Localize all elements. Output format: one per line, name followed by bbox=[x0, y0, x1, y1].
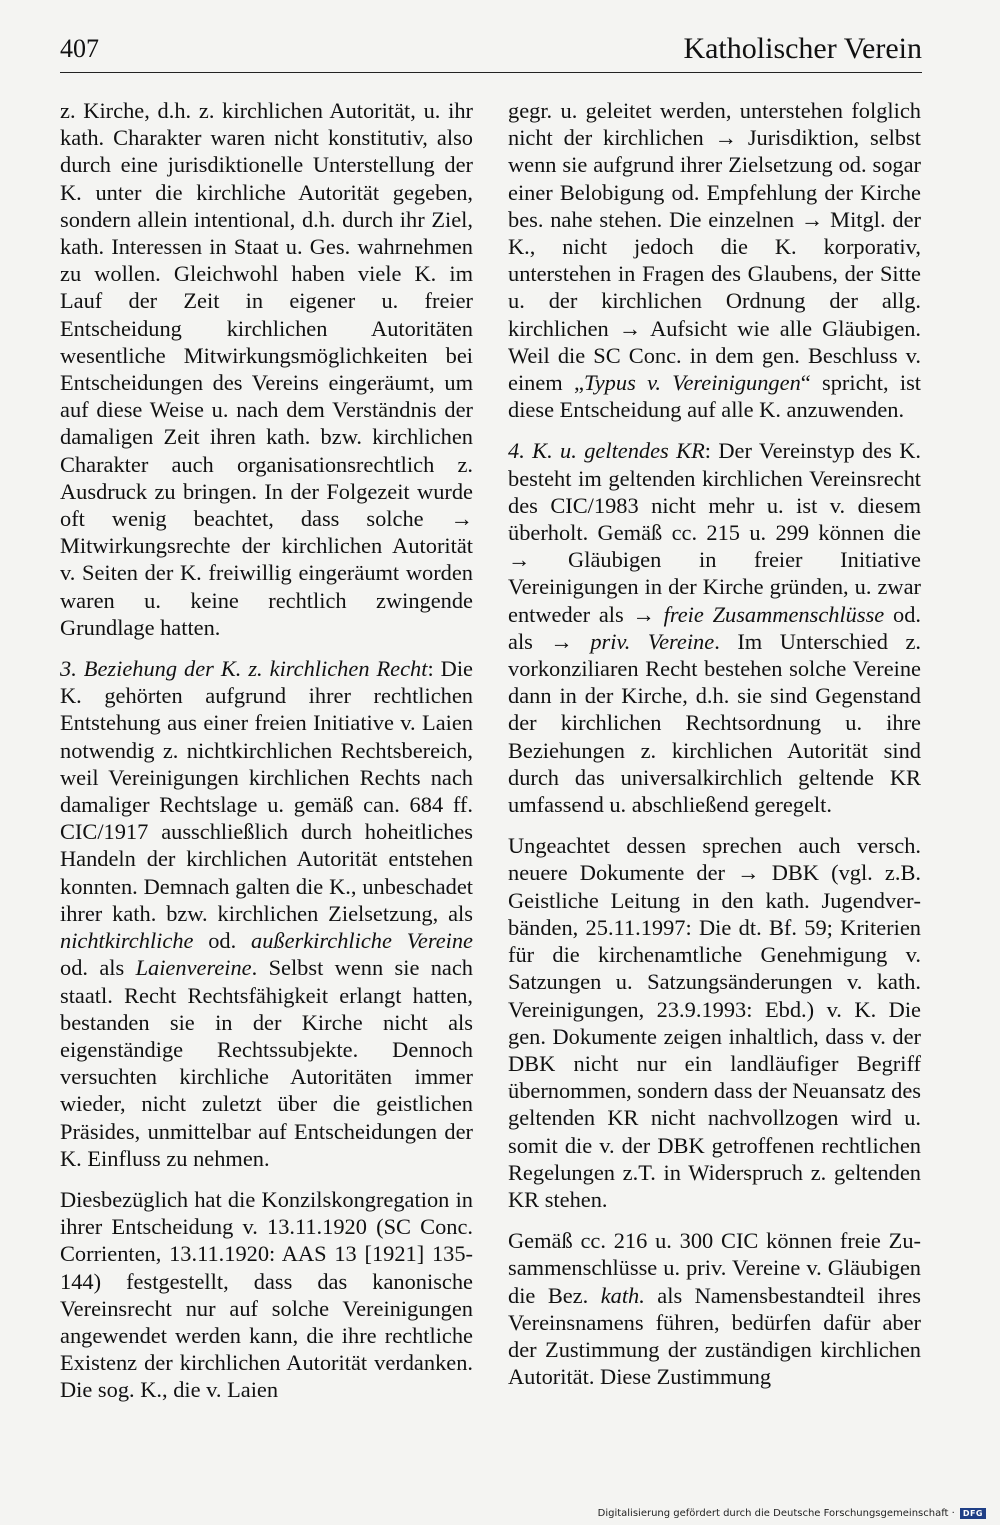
paragraph bbox=[508, 1227, 921, 1390]
paragraph-text: gegr. u. geleitet werden, unterstehen folglich nicht der kirchlichen → Jurisdiktion, selbst wenn sie aufgrund ihrer Zielsetzung od. sogar einer Belobigung od. Empfehlung der Kirche bes. nahe stehen. Die einzelnen → Mitgl. der K., nicht jedoch die K. korporativ, unterstehen in Fragen des Glaubens, der Sitte u. der kirchlichen Ordnung der allg. kirchlichen → Aufsicht wie alle Gläubigen. Weil die SC Conc. in dem gen. Beschluss v. einem „ bbox=[508, 98, 921, 396]
paragraph-text: Gemäß cc. 216 u. 300 CIC können freie Zusammenschlüsse u. priv. Vereine v. Gläubigen die Bez. bbox=[508, 1228, 921, 1308]
paragraph-text: als Namensbestandteil ihres Vereinsnamens führen, bedürfen dafür aber der Zustimmung der zuständigen kirchlichen Autorität. Diese Zustimmung bbox=[508, 1282, 921, 1390]
emphasis-text: Laienvereine bbox=[135, 955, 252, 981]
paragraph-text: “ spricht, ist diese Entscheidung auf alle K. anzuwenden. bbox=[508, 370, 921, 423]
emphasis-text: Typus v. Vereinigungen bbox=[583, 370, 801, 396]
emphasis-text: außerkirchliche Vereine bbox=[251, 928, 473, 954]
emphasis-text: freie Zusammenschlüsse bbox=[663, 601, 885, 627]
footer-text: Digitalisierung gefördert durch die Deutsche Forschungsgemeinschaft · bbox=[597, 1508, 955, 1519]
paragraph-text: z. Kirche, d.h. z. kirchlichen Autorität, u. ihr kath. Charakter waren nicht konstitutiv, also durch eine jurisdiktionelle Unterstellung der K. unter die kirchliche Autorität gegeben, sondern allein intentional, d.h. durch ihr Ziel, kath. Interessen in Staat u. Ges. wahrnehmen zu wollen. Gleichwohl haben viele K. im Lauf der Zeit in eigener u. freier Entscheidung kirchlichen Autoritäten wesentliche Mitwirkungsmöglichkeiten bei Entscheidungen des Vereins eingeräumt, um auf diese Weise u. nach dem Verständnis der damaligen Zeit ihren kath. bzw. kirchlichen Charakter auch organisationsrechtlich z. Ausdruck zu bringen. In der Folgezeit wurde oft wenig beachtet, dass solche → Mitwirkungsrechte der kirchlichen Autorität v. Seiten der K. freiwillig eingeräumt worden waren u. keine rechtlich zwingende Grundlage hatten. bbox=[60, 98, 473, 640]
paragraph-text: od. als bbox=[60, 955, 136, 981]
paragraph-text: : Der Vereinstyp des K. besteht im geltenden kirchlichen Vereinsrecht des CIC/1983 nicht mehr u. ist v. diesem überholt. Gemäß cc. 215 u. 299 können die → Gläubigen in freier Initiative Vereinigungen in der Kirche gründen, u. zwar entweder als → bbox=[508, 438, 921, 627]
running-head: Katholischer Verein bbox=[683, 32, 922, 65]
right-column bbox=[508, 97, 921, 1390]
paragraph-text: od. bbox=[193, 928, 251, 954]
paragraph-text: : Die K. gehörten aufgrund ihrer rechtlichen Entstehung aus einer freien Initiative v. Laien notwendig z. nichtkirchlichen Rechtsbereich, weil Vereinigungen kirchlichen Rechts nach damaliger Rechtslage u. gemäß can. 684 ff. CIC/1917 ausschließlich durch hoheitliches Handeln der kirchlichen Autorität entstehen konnten. Demnach galten die K., unbeschadet ihrer kath. bzw. kirchlichen Zielsetzung, als bbox=[60, 656, 473, 926]
page-number: 407 bbox=[60, 34, 99, 63]
dfg-logo: DFG bbox=[960, 1508, 986, 1519]
emphasis-text: priv. Vereine bbox=[590, 628, 715, 654]
section-heading: 4. K. u. geltendes KR bbox=[508, 438, 705, 464]
left-column bbox=[60, 97, 473, 1404]
paragraph-text: Ungeachtet dessen sprechen auch versch. neuere Dokumente der → DBK (vgl. z.B. Geistliche Leitung in den kath. Jugendverbänden, 25.11.1997: Die dt. Bf. 59; Kriterien für die kirchenamtliche Genehmigung v. Satzungen u. Satzungsänderungen v. kath. Vereinigungen, 23.9.1993: Ebd.) v. K. Die gen. Dokumente zeigen inhaltlich, dass v. der DBK nicht nur ein landläufiger Begriff übernommen, sondern dass der Neuansatz des geltenden KR nicht nachvollzogen wird u. somit die v. der DBK getroffenen rechtlichen Regelungen z.T. in Widerspruch z. geltenden KR stehen. bbox=[508, 833, 921, 1212]
paragraph bbox=[508, 97, 921, 423]
paragraph bbox=[60, 97, 473, 641]
paragraph bbox=[60, 655, 473, 1172]
page-header bbox=[60, 28, 922, 73]
emphasis-text: kath. bbox=[600, 1282, 645, 1308]
paragraph-text: . Im Unterschied z. vorkonziliaren Recht bestehen solche Vereine dann in der Kirche, d.h. sie sind Gegenstand der kirchlichen Rechtsordnung u. ihre Beziehungen z. kirchlichen Autorität sind durch das universalkirchlich geltende KR umfassend u. abschließend geregelt. bbox=[508, 628, 921, 818]
section-heading: 3. Beziehung der K. z. kirchlichen Recht bbox=[60, 656, 428, 682]
paragraph-text: od. als → bbox=[508, 601, 921, 654]
paragraph bbox=[60, 1186, 473, 1404]
paragraph-text: Diesbezüglich hat die Konzilskongregation in ihrer Entscheidung v. 13.11.1920 (SC Conc. Corrienten, 13.11.1920: AAS 13 [1921] 135-144) festgestellt, dass das kanonische Vereinsrecht nur auf solche Vereinigungen angewendet werden kann, die ihre rechtliche Existenz der kirchlichen Autorität verdanken. Die sog. K., die v. Laien bbox=[60, 1186, 473, 1403]
paragraph bbox=[508, 832, 921, 1213]
paragraph bbox=[508, 437, 921, 818]
paragraph-text: . Selbst wenn sie nach staatl. Recht Rechtsfähigkeit erlangt hatten, bestanden sie in der Kirche nicht als eigenständige Rechtssubjekte. Dennoch versuchten kirchliche Autoritäten immer wieder, nicht zuletzt über die geistlichen Präsides, unmittelbar auf Entscheidungen der K. Einfluss zu nehmen. bbox=[60, 955, 473, 1171]
emphasis-text: nichtkirchliche bbox=[60, 928, 194, 954]
digitization-footer bbox=[598, 1508, 986, 1519]
